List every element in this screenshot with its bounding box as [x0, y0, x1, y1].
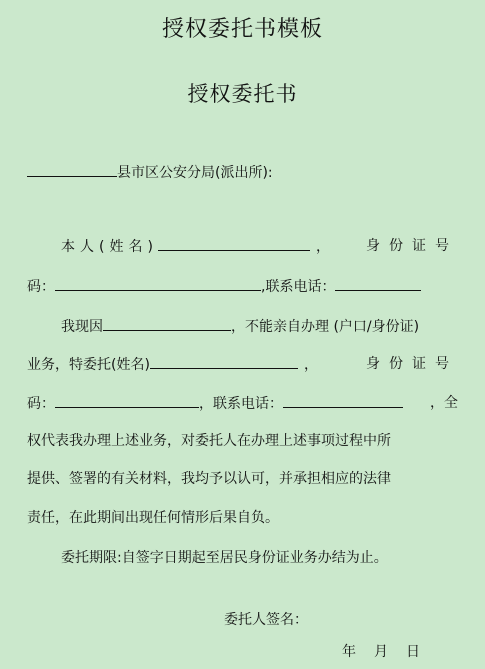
addressee-blank — [27, 162, 117, 177]
reason-blank — [103, 316, 231, 331]
date-month: 月 — [374, 644, 388, 660]
p2-line-3 — [27, 393, 458, 414]
page-title: 授权委托书模板 — [161, 17, 323, 42]
phone-blank — [335, 276, 421, 291]
agent-phone-blank — [283, 393, 403, 408]
p2-line-2 — [27, 354, 458, 375]
p1-separator: ， — [315, 239, 330, 255]
p2-line-5: 提供、签署的有关材料，我均予以认可，并承担相应的法律 — [27, 471, 391, 487]
agent-id-code-label: 码： — [27, 396, 55, 412]
full-prefix: ，全 — [430, 395, 458, 411]
p2-separator: ， — [303, 357, 318, 373]
p1-line-1 — [27, 236, 458, 257]
document-subtitle: 授权委托书 — [187, 82, 298, 106]
term-line: 委托期限:自签字日期起至居民身份证业务办结为止。 — [61, 550, 388, 566]
agent-name-blank — [150, 354, 298, 369]
p2-line-1 — [27, 316, 458, 337]
id-code-label: 码： — [27, 279, 55, 295]
name-label: 本人(姓名) — [61, 239, 158, 255]
reason-prefix: 我现因 — [61, 319, 103, 335]
agent-id-label: 身份证号 — [366, 356, 458, 372]
addressee-line — [27, 162, 458, 183]
agent-id-blank — [55, 393, 199, 408]
agent-phone-label: ，联系电话： — [199, 396, 283, 412]
p2-line-4: 权代表我办理上述业务，对委托人在办理上述事项过程中所 — [27, 433, 391, 449]
phone-label: ,联系电话： — [261, 279, 336, 295]
id-number-label: 身份证号 — [366, 238, 458, 254]
signature-label: 委托人签名： — [224, 612, 308, 628]
reason-suffix: ，不能亲自办理 (户口/身份证) — [231, 319, 420, 335]
date-year: 年 — [342, 644, 356, 660]
date-day: 日 — [406, 644, 420, 660]
id-code-blank — [55, 276, 261, 291]
entrust-prefix: 业务，特委托(姓名) — [27, 357, 150, 373]
addressee-suffix: 县市区公安分局(派出所): — [117, 165, 273, 181]
p1-line-2 — [27, 276, 458, 297]
p2-line-6: 责任，在此期间出现任何情形后果自负。 — [27, 510, 279, 526]
name-blank — [158, 236, 310, 251]
